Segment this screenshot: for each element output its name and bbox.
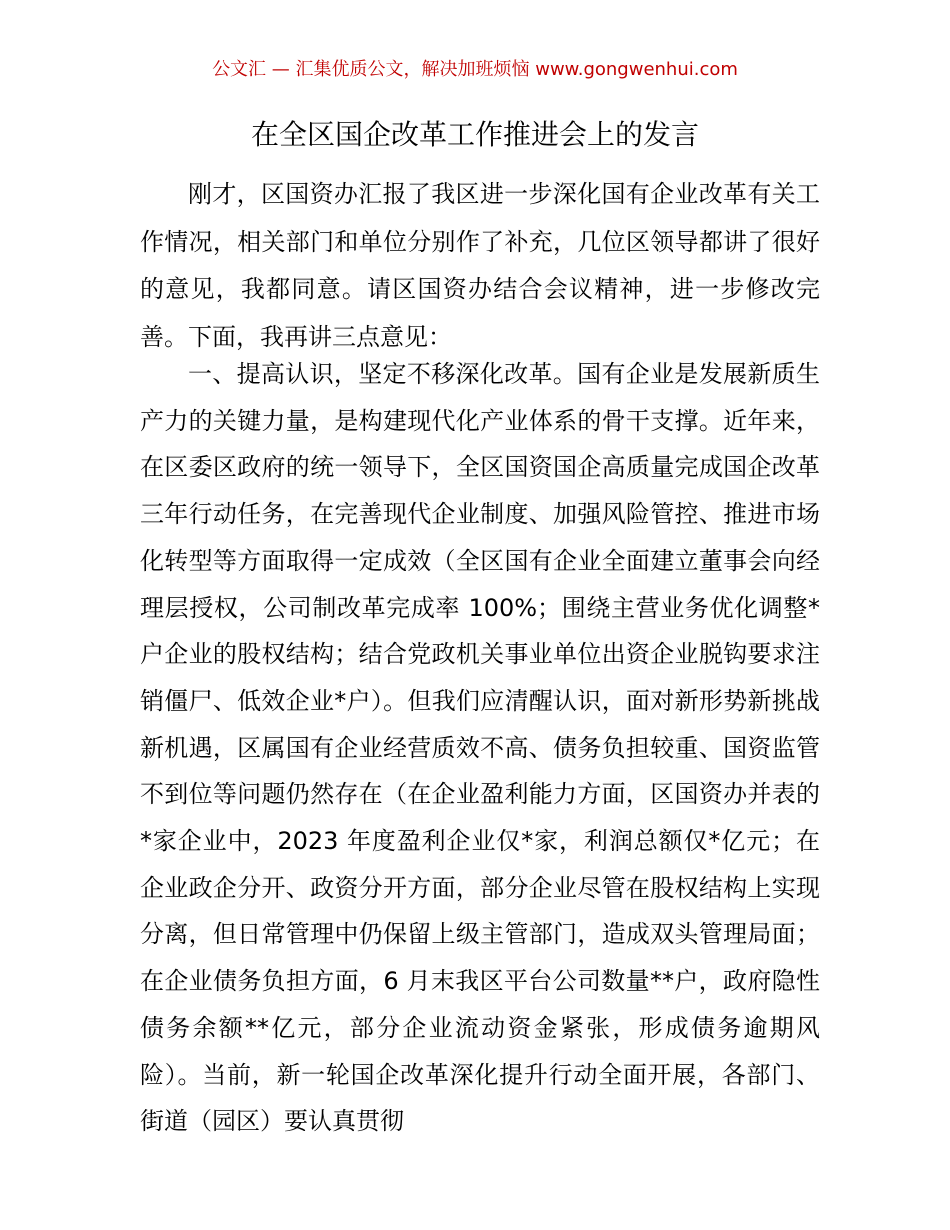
site-header-banner: 公文汇 — 汇集优质公文，解决加班烦恼 www.gongwenhui.com — [212, 59, 738, 80]
document-title: 在全区国企改革工作推进会上的发言 — [250, 118, 699, 151]
paragraph-opening: 刚才，区国资办汇报了我区进一步深化国有企业改革有关工作情况，相关部门和单位分别作了补充，几位区领导都讲了很好的意见，我都同意。请区国资办结合会议精神，进一步修改完善。下面，我再讲三点意见： — [140, 180, 820, 351]
paragraph-point-one: 一、提高认识，坚定不移深化改革。国有企业是发展新质生产力的关键力量，是构建现代化产业体系的骨干支撑。近年来，在区委区政府的统一领导下，全区国资国企高质量完成国企改革三年行动任务，在完善现代企业制度、加强风险管控、推进市场化转型等方面取得一定成效（全区国有企业全面建立董事会向经理层授权，公司制改革完成率 100%；围绕主营业务优化调整*户企业的股权结构；结合党政机关事业单位出资企业脱钩要求注销僵尸、低效企业*户）。但我们应清醒认识，面对新形势新挑战新机遇，区属国有企业经营质效不高、债务负担较重、国资监管不到位等问题仍然存在（在企业盈利能力方面，区国资办并表的*家企业中，2023 年度盈利企业仅*家，利润总额仅*亿元；在企业政企分开、政资分开方面，部分企业尽管在股权结构上实现分离，但日常管理中仍保留上级主管部门，造成双头管理局面；在企业债务负担方面，6 月末我区平台公司数量**户，政府隐性债务余额**亿元，部分企业流动资金紧张，形成债务逾期风险）。当前，新一轮国企改革深化提升行动全面开展，各部门、街道（园区）要认真贯彻 — [140, 360, 820, 1136]
